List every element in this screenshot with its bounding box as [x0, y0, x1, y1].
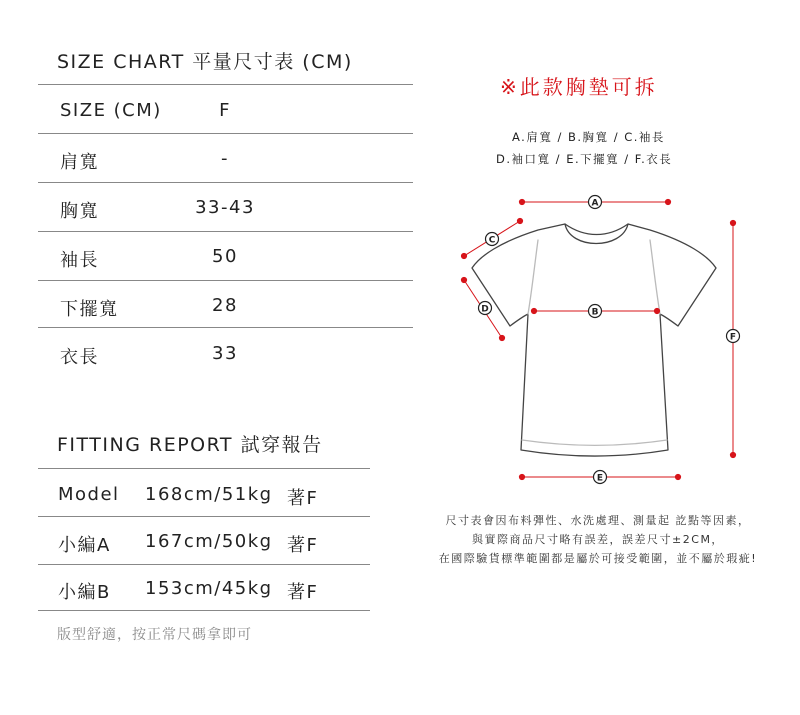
measure-dot	[531, 308, 536, 313]
size-row-value: -	[221, 148, 229, 169]
size-row-label: 袖長	[60, 250, 99, 271]
marker-c	[486, 233, 499, 246]
disclaimer-line-2: 與實際商品尺寸略有誤差，誤差尺寸±2CM，	[472, 533, 724, 546]
divider	[38, 610, 370, 611]
fit-row-name: 小編B	[58, 582, 111, 603]
divider	[38, 564, 370, 565]
measure-dot	[730, 220, 735, 225]
measure-dot	[461, 253, 466, 258]
svg-text:F: F	[729, 332, 737, 343]
fit-row-name: Model	[58, 484, 120, 505]
size-row-value: 28	[212, 295, 238, 316]
svg-text:C: C	[488, 235, 496, 246]
divider	[38, 468, 370, 469]
fit-row-name: 小編A	[58, 535, 111, 556]
legend-line-1: A.肩寬 / B.胸寬 / C.袖長	[512, 130, 665, 144]
size-chart-title: SIZE CHART 平量尺寸表 (CM)	[57, 51, 353, 73]
measure-dot	[654, 308, 659, 313]
measure-dot	[519, 199, 524, 204]
divider	[38, 327, 413, 328]
size-header-label: SIZE (CM)	[60, 100, 162, 121]
size-row-label: 胸寬	[60, 201, 99, 222]
size-row-label: 肩寬	[60, 152, 99, 173]
fit-row-wear: 著F	[287, 488, 319, 509]
legend-line-2: D.袖口寬 / E.下擺寬 / F.衣長	[496, 152, 673, 166]
removable-pad-notice: ※此款胸墊可拆	[500, 75, 658, 99]
divider	[38, 182, 413, 183]
fitting-report-title: FITTING REPORT 試穿報告	[57, 434, 323, 456]
size-row-value: 50	[212, 246, 238, 267]
size-row-label: 衣長	[60, 347, 99, 368]
divider	[38, 84, 413, 85]
fit-row-measure: 168cm/51kg	[145, 484, 273, 505]
tshirt-outline	[472, 224, 716, 456]
svg-text:E: E	[596, 473, 604, 484]
fit-row-wear: 著F	[287, 582, 319, 603]
size-row-label: 下擺寬	[60, 299, 119, 320]
marker-a	[589, 196, 602, 209]
tshirt-diagram	[430, 180, 760, 490]
measure-dot	[675, 474, 680, 479]
fitting-footnote: 版型舒適，按正常尺碼拿即可	[57, 627, 252, 643]
marker-f	[727, 330, 740, 343]
measure-dot	[730, 452, 735, 457]
measure-dot	[665, 199, 670, 204]
fit-row-measure: 153cm/45kg	[145, 578, 273, 599]
marker-d	[479, 302, 492, 315]
divider	[38, 516, 370, 517]
size-row-value: 33	[212, 343, 238, 364]
svg-text:A: A	[591, 198, 599, 209]
measure-dot	[519, 474, 524, 479]
measure-dot	[499, 335, 504, 340]
size-header-value: F	[219, 100, 231, 121]
divider	[38, 133, 413, 134]
measure-dot	[517, 218, 522, 223]
svg-text:B: B	[591, 307, 599, 318]
fit-row-measure: 167cm/50kg	[145, 531, 273, 552]
marker-e	[594, 471, 607, 484]
disclaimer	[408, 511, 788, 568]
marker-b	[589, 305, 602, 318]
divider	[38, 231, 413, 232]
size-row-value: 33-43	[195, 197, 255, 218]
disclaimer-line-1: 尺寸表會因布料彈性、水洗處理、測量起 訖點等因素，	[445, 514, 751, 527]
svg-text:D: D	[481, 304, 489, 315]
measure-dot	[461, 277, 466, 282]
fit-row-wear: 著F	[287, 535, 319, 556]
disclaimer-line-3: 在國際驗貨標準範圍都是屬於可接受範圍，並不屬於瑕疵!	[438, 552, 758, 565]
divider	[38, 280, 413, 281]
